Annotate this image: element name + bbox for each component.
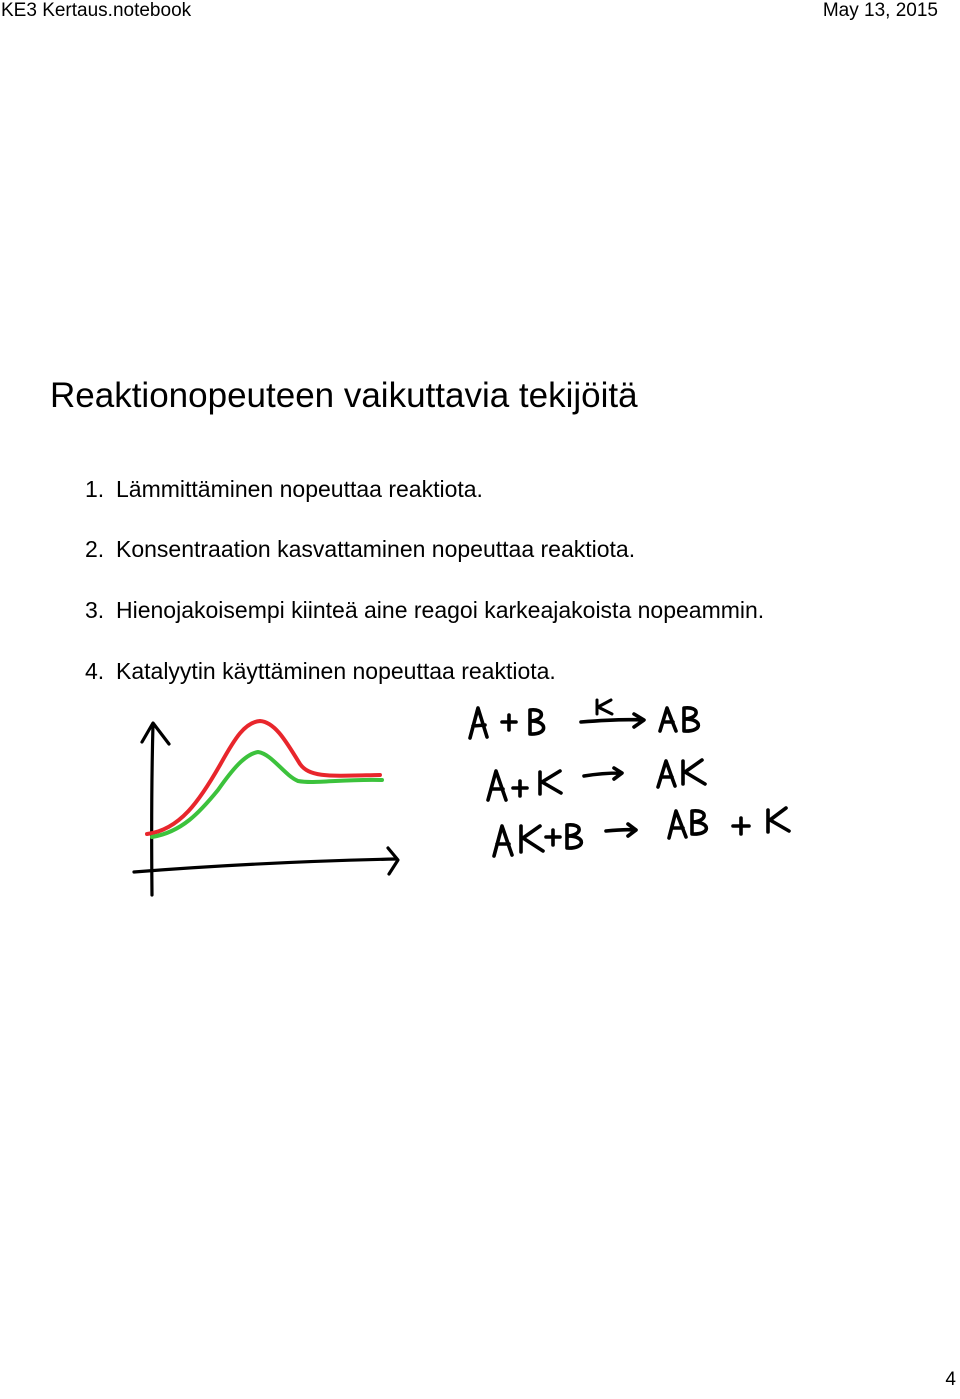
page-title: Reaktionopeuteen vaikuttavia tekijöitä [50, 376, 638, 415]
eq3-letter-k3 [768, 808, 789, 832]
eq3-plus [546, 830, 560, 845]
x-axis-arrowhead [388, 848, 398, 874]
page-number: 4 [945, 1369, 956, 1390]
equation-2 [488, 760, 705, 800]
equation-1 [470, 700, 698, 738]
eq3-letter-k [521, 826, 543, 852]
list-number: 3. [85, 597, 105, 623]
catalyzed-curve [152, 752, 382, 837]
x-axis-line [134, 859, 396, 872]
equation-3 [494, 808, 789, 856]
eq1-letter-b [530, 710, 544, 734]
eq2-letter-k [540, 771, 561, 794]
reaction-equations [470, 700, 789, 856]
list-number: 2. [85, 536, 105, 562]
list-number: 1. [85, 476, 105, 502]
eq1-letter-a [470, 708, 487, 738]
eq3-letter-a2 [669, 811, 686, 838]
list-text: Katalyytin käyttäminen nopeuttaa reaktiota. [116, 658, 556, 684]
eq2-letter-a2 [658, 761, 675, 787]
eq1-arrow [581, 714, 644, 727]
y-axis-arrowhead [142, 723, 169, 744]
list-text: Lämmittäminen nopeuttaa reaktiota. [116, 476, 483, 502]
list-number: 4. [85, 658, 105, 684]
eq3-plus2 [733, 818, 749, 834]
eq3-letter-a [494, 826, 512, 856]
eq3-arrow [606, 824, 636, 836]
eq3-letter-b [567, 825, 581, 848]
eq2-arrow [584, 768, 622, 779]
eq2-letter-k2 [683, 760, 705, 784]
eq1-plus [502, 715, 516, 730]
notebook-title: KE3 Kertaus.notebook [1, 0, 192, 21]
eq3-letter-b2 [692, 811, 706, 834]
eq1-letter-a2 [660, 708, 676, 731]
list-text: Hienojakoisempi kiinteä aine reagoi karkeajakoista nopeammin. [116, 597, 765, 623]
eq1-letter-b2 [684, 708, 698, 731]
eq2-letter-a [488, 771, 506, 800]
uncatalyzed-curve [147, 721, 380, 834]
energy-diagram [134, 721, 398, 895]
list-text: Konsentraation kasvattaminen nopeuttaa reaktiota. [116, 536, 636, 562]
eq1-catalyst-k [597, 700, 612, 714]
eq2-plus [513, 781, 527, 796]
page-date: May 13, 2015 [822, 0, 938, 21]
